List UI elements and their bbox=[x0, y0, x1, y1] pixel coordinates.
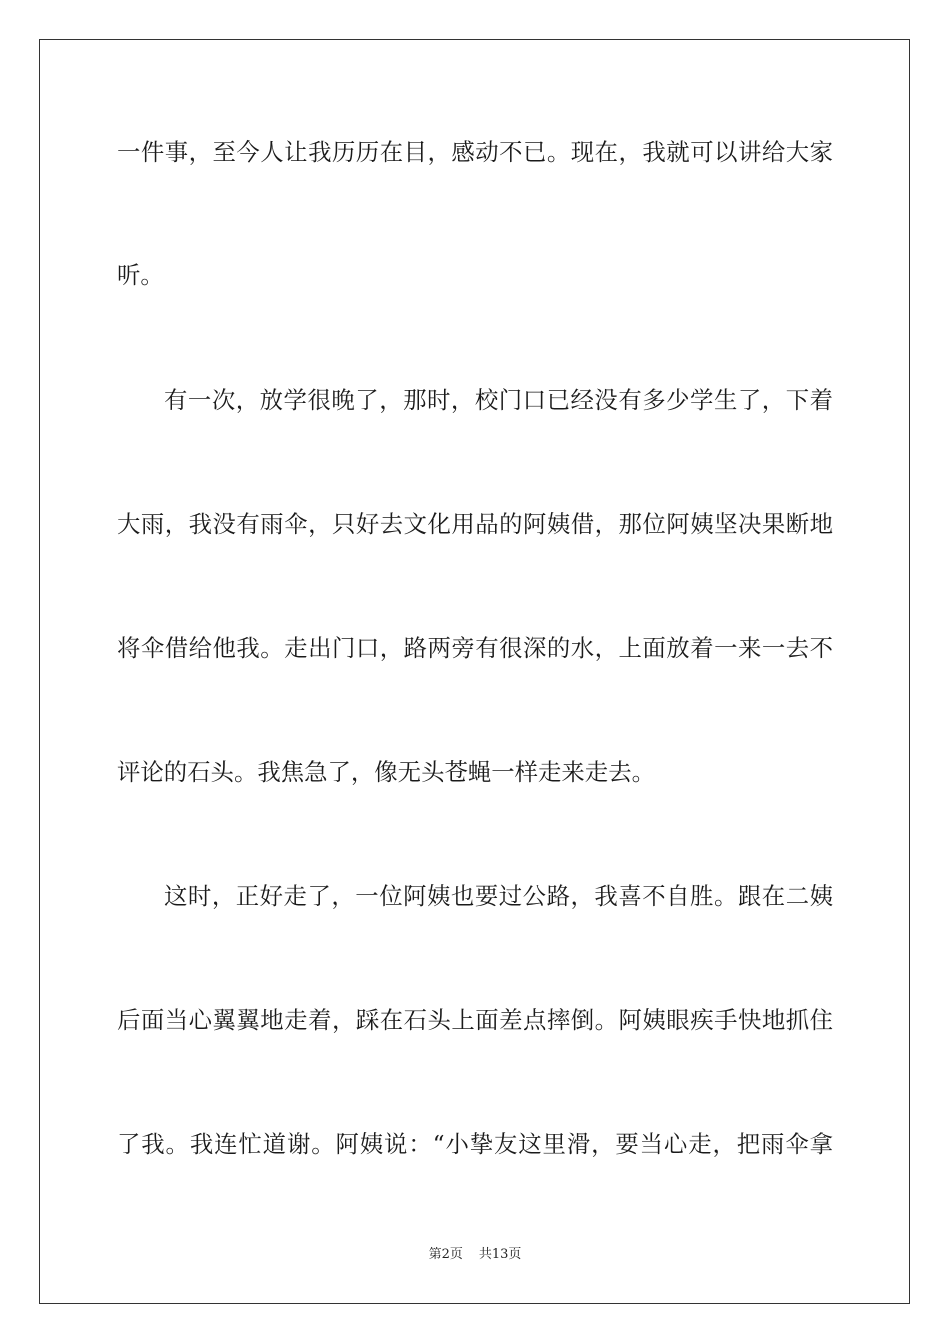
page-number: 第2页 bbox=[428, 1247, 463, 1262]
total-pages: 共13页 bbox=[478, 1247, 522, 1262]
text-line-5: 将伞借给他我。走出门口，路两旁有很深的水，上面放着一来一去不 bbox=[117, 634, 833, 662]
text-line-4: 大雨，我没有雨伞，只好去文化用品的阿姨借，那位阿姨坚决果断地 bbox=[117, 510, 833, 538]
text-line-2: 听。 bbox=[117, 261, 164, 289]
text-line-9: 了我。我连忙道谢。阿姨说：“小挚友这里滑，要当心走，把雨伞拿 bbox=[117, 1130, 833, 1158]
text-line-1: 一件事，至今人让我历历在目，感动不已。现在，我就可以讲给大家 bbox=[117, 138, 833, 166]
text-line-3: 有一次，放学很晚了，那时，校门口已经没有多少学生了，下着 bbox=[164, 386, 833, 414]
text-line-8: 后面当心翼翼地走着，踩在石头上面差点摔倒。阿姨眼疾手快地抓住 bbox=[117, 1006, 833, 1034]
text-line-6: 评论的石头。我焦急了，像无头苍蝇一样走来走去。 bbox=[117, 758, 655, 786]
page-footer bbox=[0, 1246, 950, 1264]
page-border bbox=[39, 39, 910, 1304]
text-line-7: 这时，正好走了，一位阿姨也要过公路，我喜不自胜。跟在二姨 bbox=[164, 882, 833, 910]
